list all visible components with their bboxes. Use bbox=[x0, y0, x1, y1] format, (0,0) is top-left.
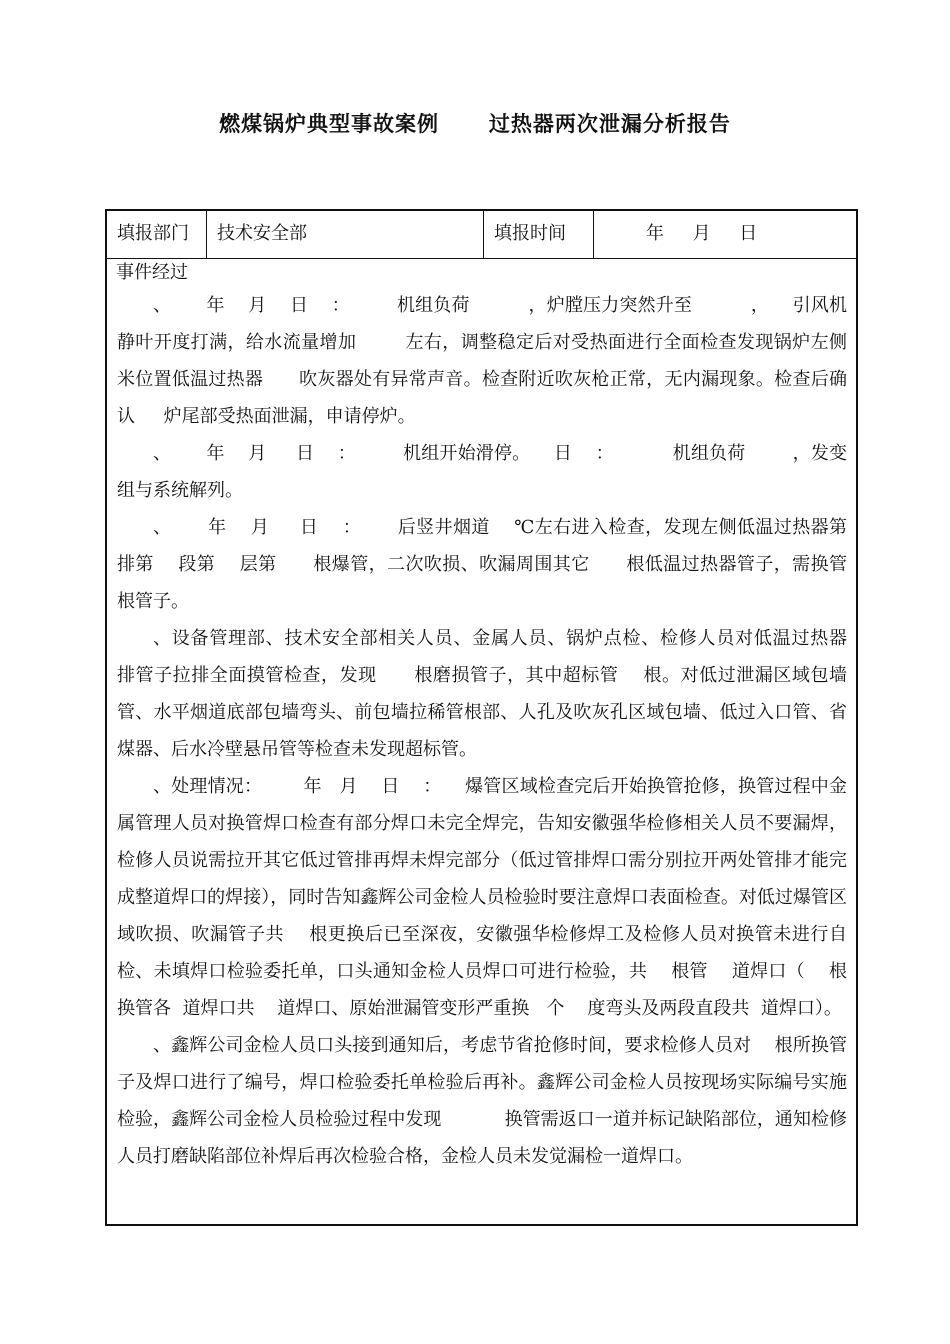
dept-label: 填报部门 bbox=[107, 211, 207, 258]
paragraph: 、 年 月 日 ： 机组开始滑停。 日 ： 机组负荷 ，发变组与系统解列。 bbox=[117, 443, 847, 501]
paragraph: 、设备管理部、技术安全部相关人员、金属人员、锅炉点检、检修人员对低温过热器 排管子拉排全面摸管检查，发现 根磨损管子，其中超标管 根。对低过泄漏区域包墙管、水平烟道底部包墙弯头、前包墙拉稀管根部、人孔及吹灰孔区域包墙、低过入口管、省煤器、后水冷壁悬吊管等检查未发现超标管。 bbox=[117, 628, 882, 760]
header-row bbox=[107, 211, 856, 259]
paragraph: 、鑫辉公司金检人员口头接到通知后，考虑节省抢修时间，要求检修人员对 根所换管子及焊口进行了编号，焊口检验委托单检验后再补。鑫辉公司金检人员按现场实际编号实施检验，鑫辉公司金检人员检验过程中发现 换管需返口一道并标记缺陷部位，通知检修人员打磨缺陷部位补焊后再次检验合格，金检人员未发觉漏检一道焊口。 bbox=[117, 1035, 847, 1167]
document-title: 燃煤锅炉典型事故案例 过热器两次泄漏分析报告 bbox=[219, 112, 731, 136]
paragraph: 、处理情况： 年 月 日 ： 爆管区域检查完后开始换管抢修，换管过程中金属管理人员对换管焊口检查有部分焊口未完全焊完，告知安徽强华检修相关人员不要漏焊，检修人员说需拉开其它低过管排再焊未焊完部分（低过管排焊口需分别拉开两处管排才能完成整道焊口的焊接），同时告知鑫辉公司金检人员检验时要注意焊口表面检查。对低过爆管区域吹损、吹漏管子共 根更换后已至深夜，安徽强华检修焊工及检修人员对换管未进行自检、未填焊口检验委托单，口头通知金检人员焊口可进行检验，共 根管 道焊口（ 根换管各 道焊口共 道焊口、原始泄漏管变形严重换 个 度弯头及两段直段共 道焊口）。 bbox=[117, 776, 847, 1019]
paragraph: 、 年 月 日 ： 机组负荷 ，炉膛压力突然升至 ， 引风机静叶开度打满，给水流量增加 左右，调整稳定后对受热面进行全面检查发现锅炉左侧 米位置低温过热器 吹灰器处有异常声音。检查附近吹灰枪正常，无内漏现象。检查后确认 炉尾部受热面泄漏，申请停炉。 bbox=[117, 295, 876, 427]
report-table bbox=[105, 209, 882, 1226]
time-label: 填报时间 bbox=[484, 211, 594, 258]
event-body bbox=[107, 287, 882, 1175]
dept-value: 技术安全部 bbox=[207, 211, 484, 258]
paragraph: 、 年 月 日 ： 后竖井烟道 ℃左右进入检查，发现左侧低温过热器第 排第 段第 层第 根爆管，二次吹损、吹漏周围其它 根低温过热器管子，需换管 根管子。 bbox=[117, 517, 882, 612]
time-value: 年 月 日 bbox=[646, 223, 758, 244]
section-label: 事件经过 bbox=[116, 262, 188, 283]
